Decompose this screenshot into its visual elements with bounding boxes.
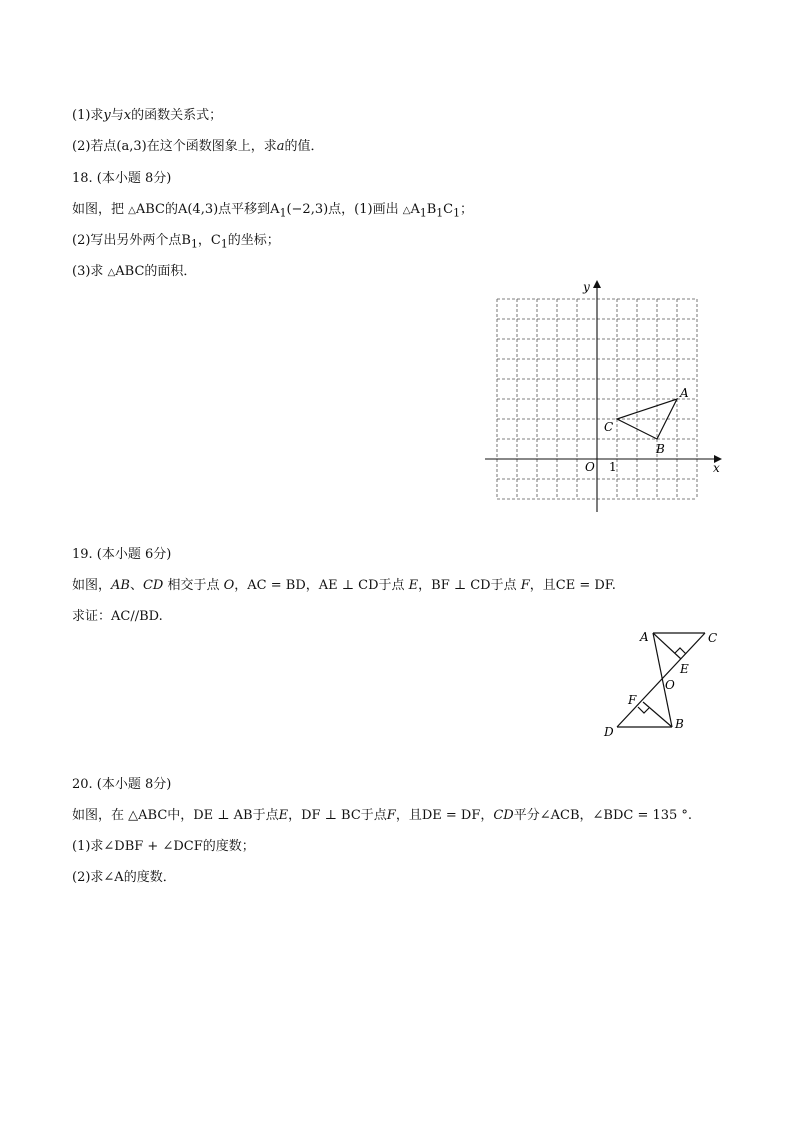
q18-part2: (2)写出另外两个点$B_1$，$C_1$的坐标； bbox=[72, 233, 280, 251]
q19-stem: 如图，AB、CD 相交于点 O，AC = BD，AE ⊥ CD于点 E，BF ⊥ CD于点 F，且CE = DF. bbox=[72, 578, 616, 593]
point-o-label: O bbox=[665, 678, 675, 692]
point-c-label: C bbox=[604, 420, 614, 434]
q19-header: 19. (本小题 6分) bbox=[72, 547, 172, 562]
right-angle-mark-e bbox=[675, 648, 686, 654]
q19-proof: 求证：AC//BD. bbox=[72, 609, 163, 624]
point-d-label: D bbox=[604, 725, 614, 739]
q20-part2: (2)求∠A的度数． bbox=[72, 870, 176, 885]
y-axis-arrow bbox=[593, 280, 601, 288]
point-c-label: C bbox=[708, 631, 718, 645]
y-axis-label: y bbox=[583, 280, 590, 294]
right-angle-mark-f bbox=[638, 707, 649, 713]
point-a-label: A bbox=[680, 386, 689, 400]
q17-part2: (2)若点(a,3)在这个函数图象上，求a的值． bbox=[72, 139, 324, 154]
point-a-label: A bbox=[640, 630, 649, 644]
unit-label: 1 bbox=[609, 460, 617, 474]
q18-stem: 如图，把 △ABC的A(4,3)点平移到$A_1(-2,3)$点，(1)画出 $\triangle A_1B_1C_1$； bbox=[72, 202, 474, 220]
coordinate-grid-figure bbox=[478, 276, 728, 516]
q18-header: 18. (本小题 8分) bbox=[72, 171, 172, 186]
q20-part1: (1)求∠DBF + ∠DCF的度数； bbox=[72, 839, 255, 854]
q20-stem: 如图，在 △ABC中，DE ⊥ AB于点E，DF ⊥ BC于点F，且DE = DF，CD平分∠ACB，∠BDC = 135 °. bbox=[72, 808, 693, 823]
point-f-label: F bbox=[628, 693, 637, 707]
x-axis-label: x bbox=[713, 461, 720, 475]
segment-cd bbox=[617, 633, 705, 727]
point-b-label: B bbox=[656, 442, 665, 456]
point-b-label: B bbox=[675, 717, 684, 731]
q18-part3: (3)求 △ABC的面积． bbox=[72, 264, 197, 279]
point-e-label: E bbox=[680, 662, 689, 676]
crossing-segments-figure bbox=[595, 622, 730, 747]
origin-label: O bbox=[585, 460, 595, 474]
q17-part1: (1)求y与x的函数关系式； bbox=[72, 108, 223, 123]
q20-header: 20. (本小题 8分) bbox=[72, 777, 172, 792]
